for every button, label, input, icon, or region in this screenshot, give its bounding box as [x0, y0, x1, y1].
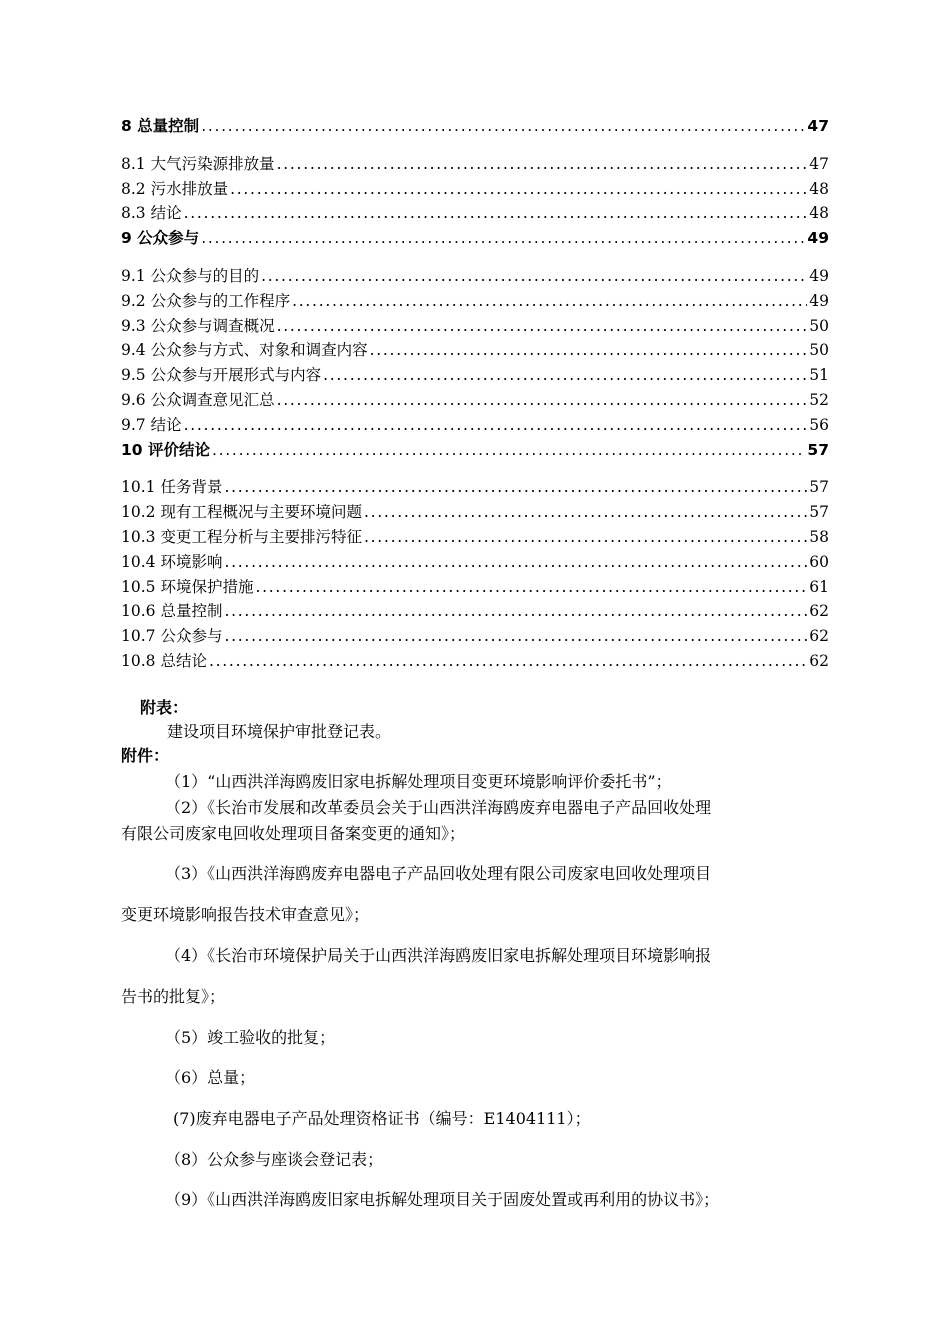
- toc-entry: [121, 550, 829, 575]
- toc-entry: [121, 201, 829, 226]
- attachment-5: （5）竣工验收的批复；: [165, 1028, 336, 1047]
- attachment-4-line-1: （4）《长治市环境保护局关于山西洪洋海鸥废旧家电拆解处理项目环境影响报: [165, 946, 712, 965]
- toc-leader-dots: [184, 413, 808, 438]
- toc-entry: [121, 152, 829, 177]
- toc-leader-dots: [370, 338, 808, 363]
- toc-spacer: [121, 462, 829, 475]
- toc-entry: [121, 475, 829, 500]
- toc-entry: [121, 575, 829, 600]
- toc-leader-dots: [201, 226, 805, 251]
- attachments-heading: 附件：: [121, 746, 170, 765]
- toc-leader-dots: [230, 177, 807, 202]
- toc-entry-page: 48: [809, 179, 829, 198]
- toc-entry-page: 49: [809, 291, 829, 310]
- attachment-9: （9）《山西洪洋海鸥废旧家电拆解处理项目关于固废处置或再利用的协议书》；: [165, 1190, 720, 1209]
- toc-leader-dots: [364, 525, 807, 550]
- toc-entry-title: 10.3 变更工程分析与主要排污特征: [121, 527, 362, 546]
- toc-entry-title: 8.1 大气污染源排放量: [121, 154, 275, 173]
- toc-leader-dots: [201, 114, 805, 139]
- toc-leader-dots: [261, 264, 807, 289]
- attachment-8: （8）公众参与座谈会登记表；: [165, 1150, 384, 1169]
- attachment-2-line-2: 有限公司废家电回收处理项目备案变更的通知》；: [121, 824, 466, 843]
- toc-leader-dots: [224, 475, 807, 500]
- toc-leader-dots: [255, 575, 807, 600]
- toc-entry-page: 60: [809, 552, 829, 571]
- toc-entry-title: 10.2 现有工程概况与主要环境问题: [121, 503, 362, 522]
- toc-leader-dots: [224, 624, 807, 649]
- toc-leader-dots: [364, 500, 807, 525]
- toc-leader-dots: [224, 550, 807, 575]
- toc-entry: [121, 599, 829, 624]
- toc-entry-title: 10.4 环境影响: [121, 552, 223, 571]
- toc-entry-title: 9.3 公众参与调查概况: [121, 316, 275, 335]
- toc-leader-dots: [277, 388, 808, 413]
- toc-entry-page: 50: [809, 316, 829, 335]
- toc-spacer: [121, 139, 829, 152]
- attachment-7: (7)废弃电器电子产品处理资格证书（编号：E1404111）；: [173, 1109, 591, 1128]
- toc-entry: [121, 438, 829, 463]
- toc-entry-title: 9.6 公众调查意见汇总: [121, 390, 275, 409]
- attachment-4-line-2: 告书的批复》；: [121, 987, 226, 1006]
- attachment-3-line-1: （3）《山西洪洋海鸥废弃电器电子产品回收处理有限公司废家电回收处理项目: [165, 864, 712, 883]
- attachment-1: （1）“山西洪洋海鸥废旧家电拆解处理项目变更环境影响评价委托书”；: [165, 772, 672, 791]
- toc-entry: [121, 413, 829, 438]
- toc-entry-page: 51: [809, 366, 829, 385]
- toc-entry: [121, 525, 829, 550]
- toc-entry-title: 9 公众参与: [121, 229, 200, 248]
- toc-entry-page: 57: [807, 440, 829, 459]
- toc-entry-page: 57: [809, 478, 829, 497]
- toc-entry-page: 48: [809, 204, 829, 223]
- toc-leader-dots: [184, 201, 808, 226]
- attachment-3-line-2: 变更环境影响报告技术审查意见》；: [121, 905, 370, 924]
- toc-entry: [121, 388, 829, 413]
- toc-entry: [121, 226, 829, 251]
- toc-entry-title: 9.7 结论: [121, 415, 182, 434]
- toc-leader-dots: [212, 438, 805, 463]
- toc-entry-page: 62: [809, 651, 829, 670]
- toc-entry-title: 8.2 污水排放量: [121, 179, 229, 198]
- toc-entry-title: 10.1 任务背景: [121, 478, 223, 497]
- toc-entry: [121, 114, 829, 139]
- toc-leader-dots: [277, 152, 808, 177]
- toc-entry-page: 62: [809, 627, 829, 646]
- toc-entry-title: 10.8 总结论: [121, 651, 207, 670]
- toc-leader-dots: [277, 314, 808, 339]
- tables-heading: 附表：: [140, 698, 189, 717]
- toc-entry: [121, 338, 829, 363]
- toc-entry-page: 61: [809, 577, 829, 596]
- toc-leader-dots: [292, 289, 807, 314]
- toc-entry-title: 10 评价结论: [121, 440, 210, 459]
- toc-entry: [121, 314, 829, 339]
- toc-entry-title: 8 总量控制: [121, 117, 200, 135]
- toc-entry: [121, 264, 829, 289]
- toc-entry-page: 58: [809, 527, 829, 546]
- toc-entry-page: 49: [807, 229, 829, 248]
- toc-entry-page: 47: [809, 154, 829, 173]
- toc-leader-dots: [323, 363, 807, 388]
- toc-entry-title: 10.5 环境保护措施: [121, 577, 254, 596]
- toc-entry-title: 9.2 公众参与的工作程序: [121, 291, 291, 310]
- toc-entry-page: 50: [809, 341, 829, 360]
- toc-entry: [121, 500, 829, 525]
- toc-entry: [121, 177, 829, 202]
- attachment-6: （6）总量；: [165, 1068, 256, 1087]
- toc-entry-page: 49: [809, 266, 829, 285]
- table-of-contents: [121, 114, 829, 674]
- toc-entry-title: 9.5 公众参与开展形式与内容: [121, 366, 322, 385]
- appendix-section: [121, 696, 839, 1212]
- toc-leader-dots: [224, 599, 807, 624]
- toc-entry-page: 52: [809, 390, 829, 409]
- toc-entry-title: 9.1 公众参与的目的: [121, 266, 260, 285]
- toc-spacer: [121, 251, 829, 264]
- toc-entry: [121, 624, 829, 649]
- toc-entry-page: 62: [809, 602, 829, 621]
- toc-entry-title: 10.7 公众参与: [121, 627, 223, 646]
- toc-leader-dots: [209, 649, 807, 674]
- toc-entry-page: 57: [809, 503, 829, 522]
- toc-entry-page: 56: [809, 415, 829, 434]
- toc-entry-title: 9.4 公众参与方式、对象和调查内容: [121, 341, 368, 360]
- attachment-2-line-1: （2）《长治市发展和改革委员会关于山西洪洋海鸥废弃电器电子产品回收处理: [165, 798, 712, 817]
- toc-entry: [121, 289, 829, 314]
- toc-entry-page: 47: [807, 117, 829, 135]
- toc-entry: [121, 649, 829, 674]
- toc-entry-title: 10.6 总量控制: [121, 602, 223, 621]
- toc-entry: [121, 363, 829, 388]
- toc-entry-title: 8.3 结论: [121, 204, 182, 223]
- tables-item: 建设项目环境保护审批登记表。: [167, 722, 392, 741]
